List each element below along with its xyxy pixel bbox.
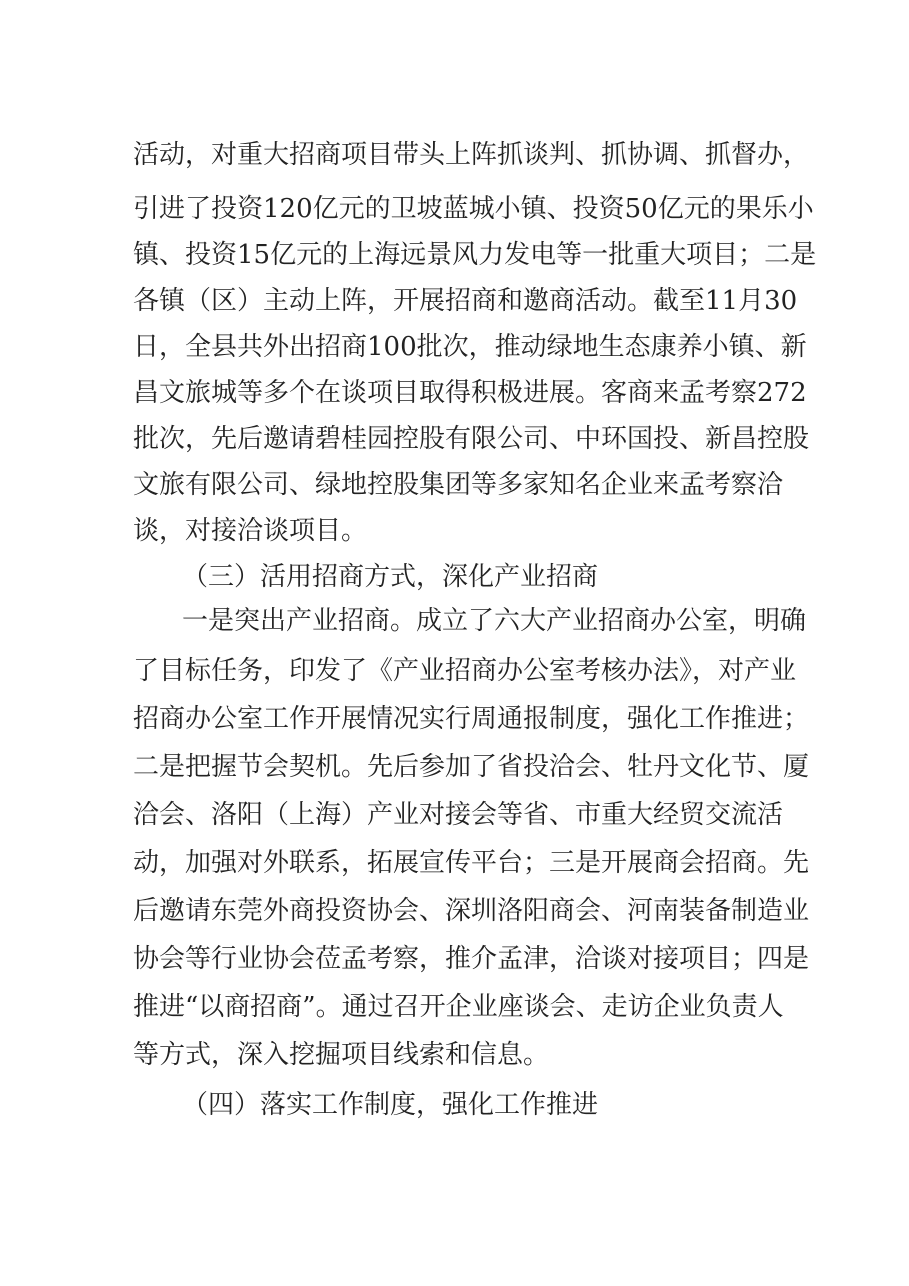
section-heading-4: （四）落实工作制度，强化工作推进 (182, 1090, 599, 1120)
paragraph-2-line-6: 动，加强对外联系，拓展宣传平台；三是开展商会招商。先 (133, 848, 810, 878)
paragraph-2-line-10: 等方式，深入挖掘项目线索和信息。 (133, 1040, 550, 1070)
paragraph-2-line-3: 招商办公室工作开展情况实行周通报制度，强化工作推进； (133, 704, 810, 734)
paragraph-2-line-9: 推进“以商招商”。通过召开企业座谈会、走访企业负责人 (133, 992, 784, 1022)
paragraph-2-line-8: 协会等行业协会莅孟考察，推介孟津，洽谈对接项目；四是 (133, 944, 810, 974)
paragraph-1-line-2: 引进了投资120亿元的卫坡蓝城小镇、投资50亿元的果乐小 (133, 194, 814, 224)
paragraph-1-line-1: 活动，对重大招商项目带头上阵抓谈判、抓协调、抓督办， (133, 140, 810, 170)
paragraph-2-line-7: 后邀请东莞外商投资协会、深圳洛阳商会、河南装备制造业 (133, 896, 810, 926)
paragraph-1-line-8: 文旅有限公司、绿地控股集团等多家知名企业来孟考察洽 (133, 470, 784, 500)
paragraph-1-line-3: 镇、投资15亿元的上海远景风力发电等一批重大项目；二是 (133, 240, 817, 270)
paragraph-2-line-2: 了目标任务，印发了《产业招商办公室考核办法》，对产业 (133, 656, 797, 686)
paragraph-1-line-6: 昌文旅城等多个在谈项目取得积极进展。客商来孟考察272 (133, 378, 807, 408)
paragraph-2-line-1: 一是突出产业招商。成立了六大产业招商办公室，明确 (182, 606, 807, 636)
paragraph-1-line-4: 各镇（区）主动上阵，开展招商和邀商活动。截至11月30 (133, 286, 798, 316)
section-heading-3: （三）活用招商方式，深化产业招商 (182, 562, 599, 592)
paragraph-2-line-5: 洽会、洛阳（上海）产业对接会等省、市重大经贸交流活 (133, 800, 784, 830)
paragraph-1-line-7: 批次，先后邀请碧桂园控股有限公司、中环国投、新昌控股 (133, 424, 810, 454)
paragraph-2-line-4: 二是把握节会契机。先后参加了省投洽会、牡丹文化节、厦 (133, 752, 810, 782)
paragraph-1-line-5: 日，全县共外出招商100批次，推动绿地生态康养小镇、新 (133, 332, 807, 362)
paragraph-1-line-9: 谈，对接洽谈项目。 (133, 516, 368, 546)
